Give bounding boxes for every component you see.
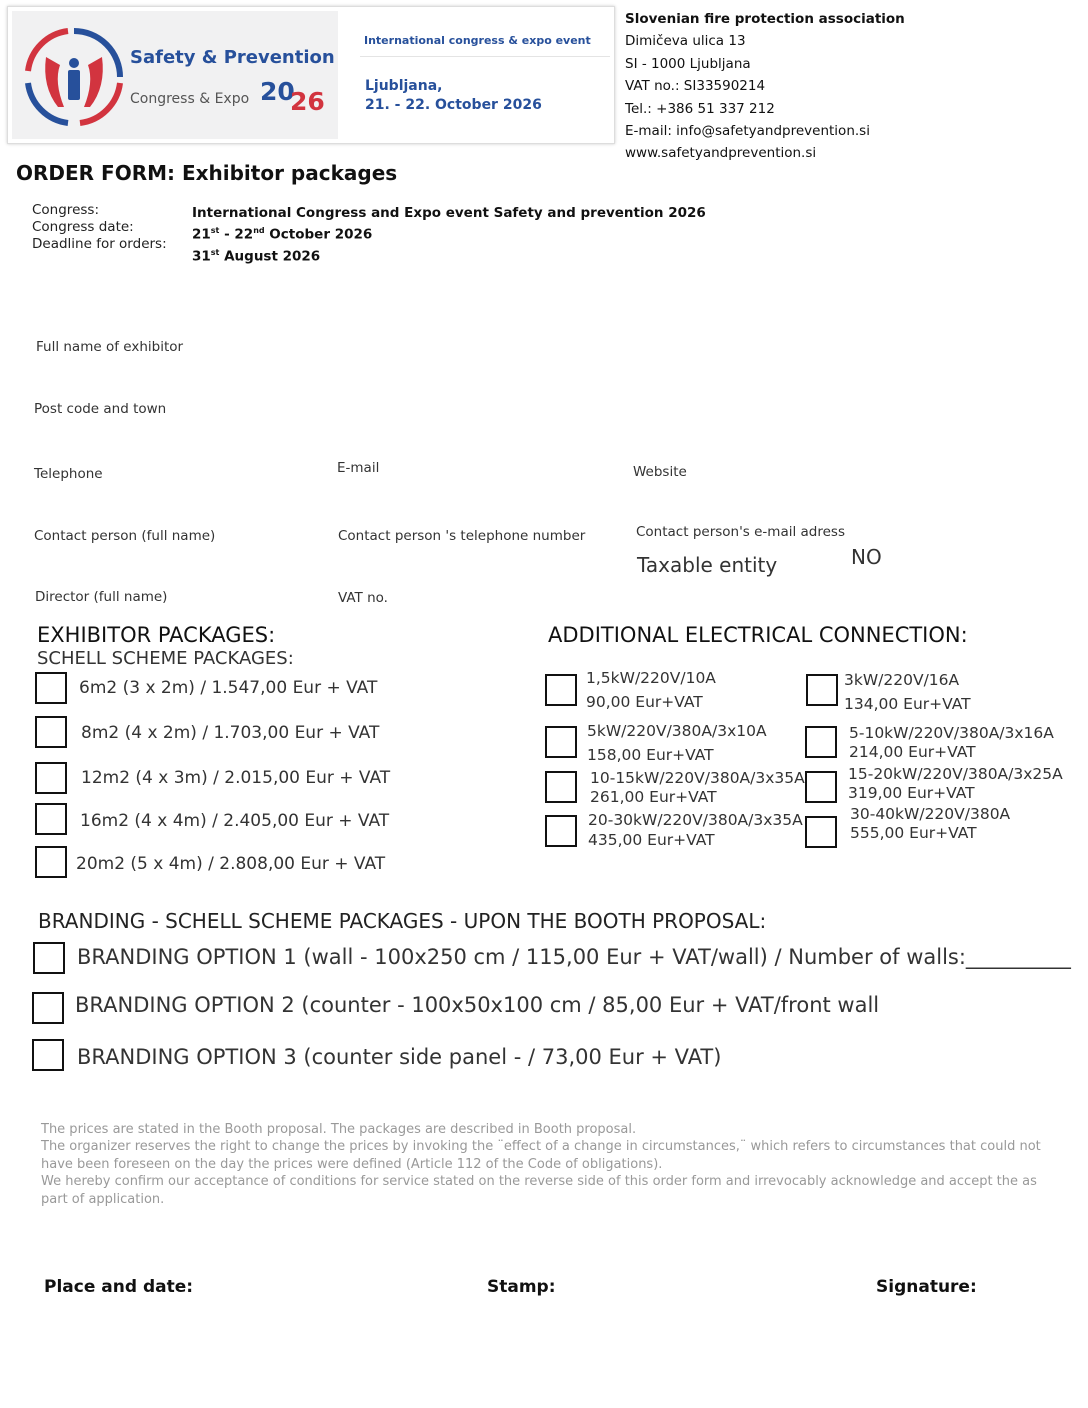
event-dates: 21. - 22. October 2026 bbox=[365, 97, 542, 113]
label-deadline: Deadline for orders: bbox=[32, 236, 167, 252]
deadline-value bbox=[192, 244, 706, 266]
place-date-label: Place and date: bbox=[44, 1277, 194, 1297]
page-title: ORDER FORM: Exhibitor packages bbox=[16, 161, 398, 185]
logo-subtitle: Congress & Expo bbox=[130, 91, 250, 107]
org-email: E-mail: info@safetyandprevention.si bbox=[625, 123, 870, 140]
field-vat[interactable]: VAT no. bbox=[338, 590, 388, 606]
electrical-spec: 10-15kW/220V/380A/3x35A bbox=[590, 769, 805, 787]
package-checkbox-3[interactable] bbox=[35, 762, 67, 794]
event-logo bbox=[12, 11, 338, 139]
org-tel: Tel.: +386 51 337 212 bbox=[625, 100, 775, 117]
field-post-code[interactable]: Post code and town bbox=[34, 401, 167, 417]
deadline-sup: st bbox=[210, 247, 220, 257]
field-telephone[interactable]: Telephone bbox=[34, 466, 103, 482]
signature-label: Signature: bbox=[876, 1277, 977, 1297]
deadline-month: August 2026 bbox=[219, 248, 321, 264]
electrical-spec: 5kW/220V/380A/3x10A bbox=[587, 722, 767, 740]
terms-notes bbox=[41, 1121, 1041, 1208]
electrical-option-7 bbox=[588, 810, 803, 850]
org-address: Dimičeva ulica 13 bbox=[625, 33, 746, 50]
package-label-3: 12m2 (4 x 3m) / 2.015,00 Eur + VAT bbox=[81, 768, 391, 788]
branding-heading: BRANDING - SCHELL SCHEME PACKAGES - UPON THE BOOTH PROPOSAL: bbox=[38, 909, 767, 933]
note-3: We hereby confirm our acceptance of conditions for service stated on the reverse side of this order form and irrevocably acknowledge and accept the as part of application. bbox=[41, 1174, 1037, 1207]
org-town: SI - 1000 Ljubljana bbox=[625, 55, 751, 72]
packages-heading: EXHIBITOR PACKAGES: bbox=[37, 623, 276, 647]
branding-checkbox-2[interactable] bbox=[32, 992, 64, 1024]
field-email[interactable]: E-mail bbox=[337, 460, 380, 476]
logo-year-a: 20 bbox=[260, 77, 295, 106]
date-month: October 2026 bbox=[264, 226, 373, 243]
hands-logo-icon bbox=[24, 27, 124, 127]
event-type: International congress & expo event bbox=[364, 34, 591, 47]
date-end-sup: nd bbox=[253, 226, 265, 235]
electrical-option-1 bbox=[586, 666, 716, 714]
logo-title: Safety & Prevention bbox=[130, 47, 335, 68]
date-start-sup: st bbox=[210, 226, 220, 235]
electrical-checkbox-2[interactable] bbox=[806, 674, 838, 706]
branding-checkbox-1[interactable] bbox=[33, 942, 65, 974]
electrical-heading: ADDITIONAL ELECTRICAL CONNECTION: bbox=[548, 623, 968, 647]
taxable-entity-value[interactable]: NO bbox=[851, 545, 882, 569]
logo-year-b: 26 bbox=[290, 87, 325, 116]
deadline-day: 31 bbox=[192, 248, 211, 264]
electrical-checkbox-1[interactable] bbox=[545, 674, 577, 706]
electrical-option-2 bbox=[844, 668, 971, 716]
electrical-checkbox-6[interactable] bbox=[805, 771, 837, 803]
package-checkbox-4[interactable] bbox=[35, 803, 67, 835]
taxable-entity-label: Taxable entity bbox=[637, 553, 778, 577]
branding-label-3: BRANDING OPTION 3 (counter side panel - / 73,00 Eur + VAT) bbox=[77, 1045, 722, 1069]
organizer-info bbox=[625, 8, 905, 165]
stamp-label: Stamp: bbox=[487, 1277, 556, 1297]
electrical-checkbox-3[interactable] bbox=[545, 726, 577, 758]
electrical-checkbox-5[interactable] bbox=[545, 771, 577, 803]
electrical-option-6 bbox=[848, 765, 1063, 803]
electrical-price: 214,00 Eur+VAT bbox=[849, 743, 976, 761]
label-date: Congress date: bbox=[32, 219, 134, 235]
package-label-4: 16m2 (4 x 4m) / 2.405,00 Eur + VAT bbox=[80, 811, 390, 831]
field-full-name[interactable]: Full name of exhibitor bbox=[36, 339, 184, 355]
electrical-checkbox-7[interactable] bbox=[545, 815, 577, 847]
event-city: Ljubljana, bbox=[365, 78, 443, 94]
package-label-1: 6m2 (3 x 2m) / 1.547,00 Eur + VAT bbox=[79, 678, 378, 698]
package-checkbox-2[interactable] bbox=[35, 716, 67, 748]
field-contact-person[interactable]: Contact person (full name) bbox=[34, 528, 216, 544]
org-vat: VAT no.: SI33590214 bbox=[625, 78, 766, 95]
electrical-price: 261,00 Eur+VAT bbox=[590, 788, 717, 806]
electrical-option-3 bbox=[587, 719, 767, 767]
date-start: 21 bbox=[192, 226, 211, 243]
electrical-spec: 20-30kW/220V/380A/3x35A bbox=[588, 811, 803, 829]
electrical-price: 90,00 Eur+VAT bbox=[586, 693, 703, 711]
package-label-5: 20m2 (5 x 4m) / 2.808,00 Eur + VAT bbox=[76, 854, 386, 874]
package-checkbox-5[interactable] bbox=[35, 846, 67, 878]
congress-value: International Congress and Expo event Safety and prevention 2026 bbox=[192, 205, 706, 221]
electrical-option-8 bbox=[850, 805, 1010, 843]
electrical-option-5 bbox=[590, 769, 805, 807]
branding-label-2: BRANDING OPTION 2 (counter - 100x50x100 cm / 85,00 Eur + VAT/front wall bbox=[75, 993, 880, 1017]
divider bbox=[360, 56, 610, 57]
event-banner bbox=[7, 6, 615, 144]
packages-subheading: SCHELL SCHEME PACKAGES: bbox=[37, 648, 294, 669]
date-end: - 22 bbox=[219, 226, 254, 243]
electrical-spec: 5-10kW/220V/380A/3x16A bbox=[849, 724, 1054, 742]
electrical-price: 158,00 Eur+VAT bbox=[587, 746, 714, 764]
electrical-price: 319,00 Eur+VAT bbox=[848, 784, 975, 802]
electrical-checkbox-4[interactable] bbox=[805, 726, 837, 758]
field-contact-email[interactable]: Contact person's e-mail adress bbox=[636, 524, 845, 540]
electrical-spec: 30-40kW/220V/380A bbox=[850, 805, 1011, 823]
electrical-spec: 3kW/220V/16A bbox=[844, 671, 960, 689]
info-values bbox=[192, 205, 706, 265]
electrical-price: 555,00 Eur+VAT bbox=[850, 824, 977, 842]
electrical-checkbox-8[interactable] bbox=[805, 816, 837, 848]
info-labels bbox=[32, 202, 167, 253]
electrical-spec: 15-20kW/220V/380A/3x25A bbox=[848, 765, 1063, 783]
electrical-spec: 1,5kW/220V/10A bbox=[586, 669, 716, 687]
package-checkbox-1[interactable] bbox=[35, 672, 67, 704]
electrical-option-4 bbox=[849, 724, 1054, 762]
organizer-name: Slovenian fire protection association bbox=[625, 11, 905, 27]
label-congress: Congress: bbox=[32, 202, 99, 218]
org-website: www.safetyandprevention.si bbox=[625, 145, 817, 162]
note-1: The prices are stated in the Booth proposal. The packages are described in Booth proposal. bbox=[41, 1122, 637, 1137]
electrical-price: 134,00 Eur+VAT bbox=[844, 695, 971, 713]
field-director[interactable]: Director (full name) bbox=[35, 589, 168, 605]
branding-label-1: BRANDING OPTION 1 (wall - 100x250 cm / 115,00 Eur + VAT/wall) / Number of walls:__________ bbox=[77, 945, 1071, 969]
field-contact-telephone[interactable]: Contact person 's telephone number bbox=[338, 528, 586, 544]
field-website[interactable]: Website bbox=[633, 464, 687, 480]
package-label-2: 8m2 (4 x 2m) / 1.703,00 Eur + VAT bbox=[81, 723, 380, 743]
electrical-price: 435,00 Eur+VAT bbox=[588, 831, 715, 849]
date-value bbox=[192, 222, 706, 244]
note-2: The organizer reserves the right to change the prices by invoking the ¨effect of a change in circumstances,¨ which refers to circumstances that could not have been foreseen on the day the prices were defined (Article 112 of the Code of obligations). bbox=[41, 1139, 1041, 1172]
branding-checkbox-3[interactable] bbox=[32, 1039, 64, 1071]
